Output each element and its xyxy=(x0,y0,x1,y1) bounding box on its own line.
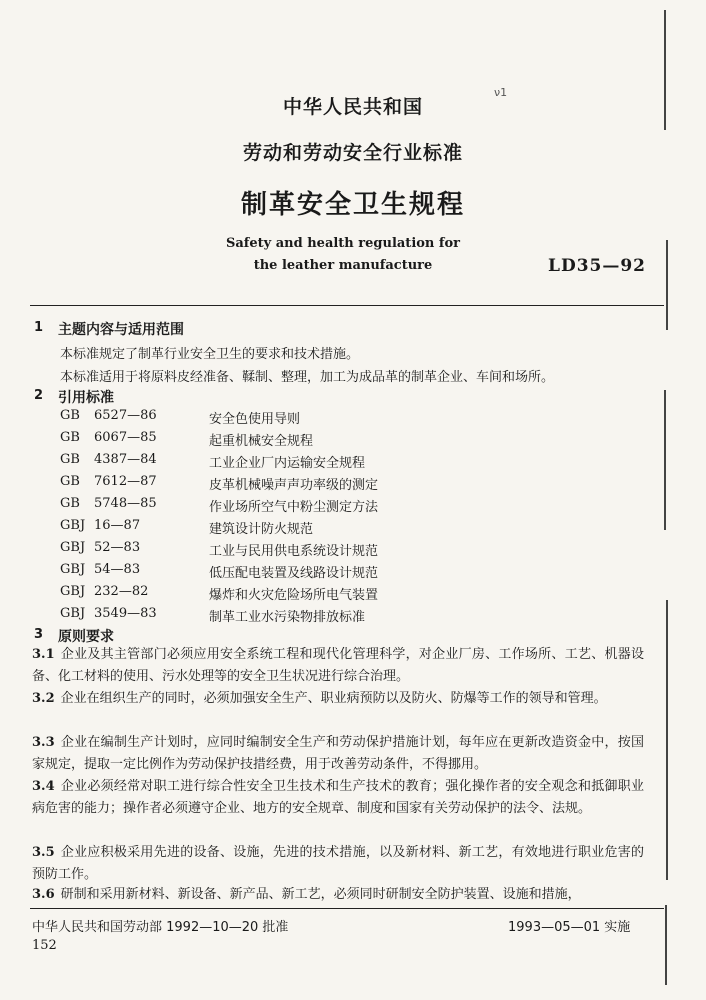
section-number: 2 xyxy=(34,388,44,403)
ref-number: 6527—86 xyxy=(94,408,157,423)
header-divider xyxy=(30,305,664,306)
clause-number: 3.4 xyxy=(32,779,55,794)
paragraph: 本标准规定了制革行业安全卫生的要求和技术措施。 xyxy=(60,347,360,362)
scan-edge-mark xyxy=(664,390,666,530)
clause-number: 3.1 xyxy=(32,647,55,662)
standard-category: 劳动和劳动安全行业标准 xyxy=(242,142,463,164)
ref-prefix: GB xyxy=(60,430,80,445)
ref-prefix: GB xyxy=(60,452,80,467)
english-title-line-2: the leather manufacture xyxy=(253,258,433,273)
clause-text: 企业必须经常对职工进行综合性安全卫生技术和生产技术的教育；强化操作者的安全观念和抵御职业病危害的能力；操作者必须遵守企业、地方的安全规章、制度和国家有关劳动保护的法令、法规。 xyxy=(32,779,644,816)
ref-number: 3549—83 xyxy=(94,606,157,621)
section-title: 引用标准 xyxy=(58,390,114,406)
scan-edge-mark xyxy=(665,905,667,985)
section-number: 3 xyxy=(34,627,44,642)
country-heading: 中华人民共和国 xyxy=(282,96,423,118)
effective-date: 1993—05—01 实施 xyxy=(508,920,631,935)
ref-prefix: GBJ xyxy=(60,562,86,577)
ref-name: 工业企业厂内运输安全规程 xyxy=(209,456,366,471)
clause xyxy=(32,688,644,710)
clause-text: 研制和采用新材料、新设备、新产品、新工艺，必须同时研制安全防护装置、设施和措施， xyxy=(60,887,581,902)
ref-number: 16—87 xyxy=(94,518,141,533)
clause xyxy=(32,644,644,688)
section-number: 1 xyxy=(34,320,44,335)
ref-prefix: GB xyxy=(60,474,80,489)
section-title: 原则要求 xyxy=(58,629,114,645)
clause-number: 3.6 xyxy=(32,887,55,902)
clause-number: 3.5 xyxy=(32,845,55,860)
section-title: 主题内容与适用范围 xyxy=(58,322,184,338)
clause-number: 3.3 xyxy=(32,735,55,750)
clause xyxy=(32,776,644,820)
clause xyxy=(32,884,644,906)
ref-prefix: GBJ xyxy=(60,606,86,621)
ref-number: 7612—87 xyxy=(94,474,157,489)
ref-name: 工业与民用供电系统设计规范 xyxy=(209,544,379,559)
ref-prefix: GB xyxy=(60,496,80,511)
clause-text: 企业在编制生产计划时，应同时编制安全生产和劳动保护措施计划，每年应在更新改造资金中，按国家规定，提取一定比例作为劳动保护技措经费，用于改善劳动条件，不得挪用。 xyxy=(32,735,644,772)
paragraph: 本标准适用于将原料皮经准备、鞣制、整理，加工为成品革的制革企业、车间和场所。 xyxy=(60,370,555,385)
clause xyxy=(32,732,644,776)
clause-text: 企业应积极采用先进的设备、设施，先进的技术措施，以及新材料、新工艺，有效地进行职业危害的预防工作。 xyxy=(32,845,644,882)
page-number: 152 xyxy=(32,938,57,953)
standard-number: LD35—92 xyxy=(548,256,647,276)
ref-name: 安全色使用导则 xyxy=(209,412,301,427)
ref-name: 制革工业水污染物排放标准 xyxy=(209,610,366,625)
ref-name: 低压配电装置及线路设计规范 xyxy=(209,566,379,581)
ref-name: 建筑设计防火规范 xyxy=(209,522,314,537)
ref-number: 6067—85 xyxy=(94,430,157,445)
document-title: 制革安全卫生规程 xyxy=(240,190,465,220)
ref-prefix: GB xyxy=(60,408,80,423)
corner-mark: ν1 xyxy=(494,86,508,99)
scan-edge-mark xyxy=(666,240,668,330)
ref-number: 4387—84 xyxy=(94,452,157,467)
clause-text: 企业及其主管部门必须应用安全系统工程和现代化管理科学，对企业厂房、工作场所、工艺、机器设备、化工材料的使用、污水处理等的安全卫生状况进行综合治理。 xyxy=(32,647,644,684)
ref-prefix: GBJ xyxy=(60,584,86,599)
scan-edge-mark xyxy=(666,600,668,880)
clause xyxy=(32,842,644,886)
ref-prefix: GBJ xyxy=(60,518,86,533)
ref-name: 起重机械安全规程 xyxy=(209,434,314,449)
ref-number: 232—82 xyxy=(94,584,149,599)
ref-name: 皮革机械噪声声功率级的测定 xyxy=(209,478,379,493)
ref-number: 5748—85 xyxy=(94,496,157,511)
ref-name: 爆炸和火灾危险场所电气装置 xyxy=(209,588,379,603)
ref-name: 作业场所空气中粉尘测定方法 xyxy=(209,500,379,515)
ref-prefix: GBJ xyxy=(60,540,86,555)
english-title-line-1: Safety and health regulation for xyxy=(225,236,461,251)
approval-line: 中华人民共和国劳动部 1992—10—20 批准 xyxy=(32,920,289,935)
footer-divider xyxy=(30,908,664,909)
ref-number: 54—83 xyxy=(94,562,141,577)
clause-text: 企业在组织生产的同时，必须加强安全生产、职业病预防以及防火、防爆等工作的领导和管理。 xyxy=(60,691,607,706)
clause-number: 3.2 xyxy=(32,691,55,706)
ref-number: 52—83 xyxy=(94,540,141,555)
